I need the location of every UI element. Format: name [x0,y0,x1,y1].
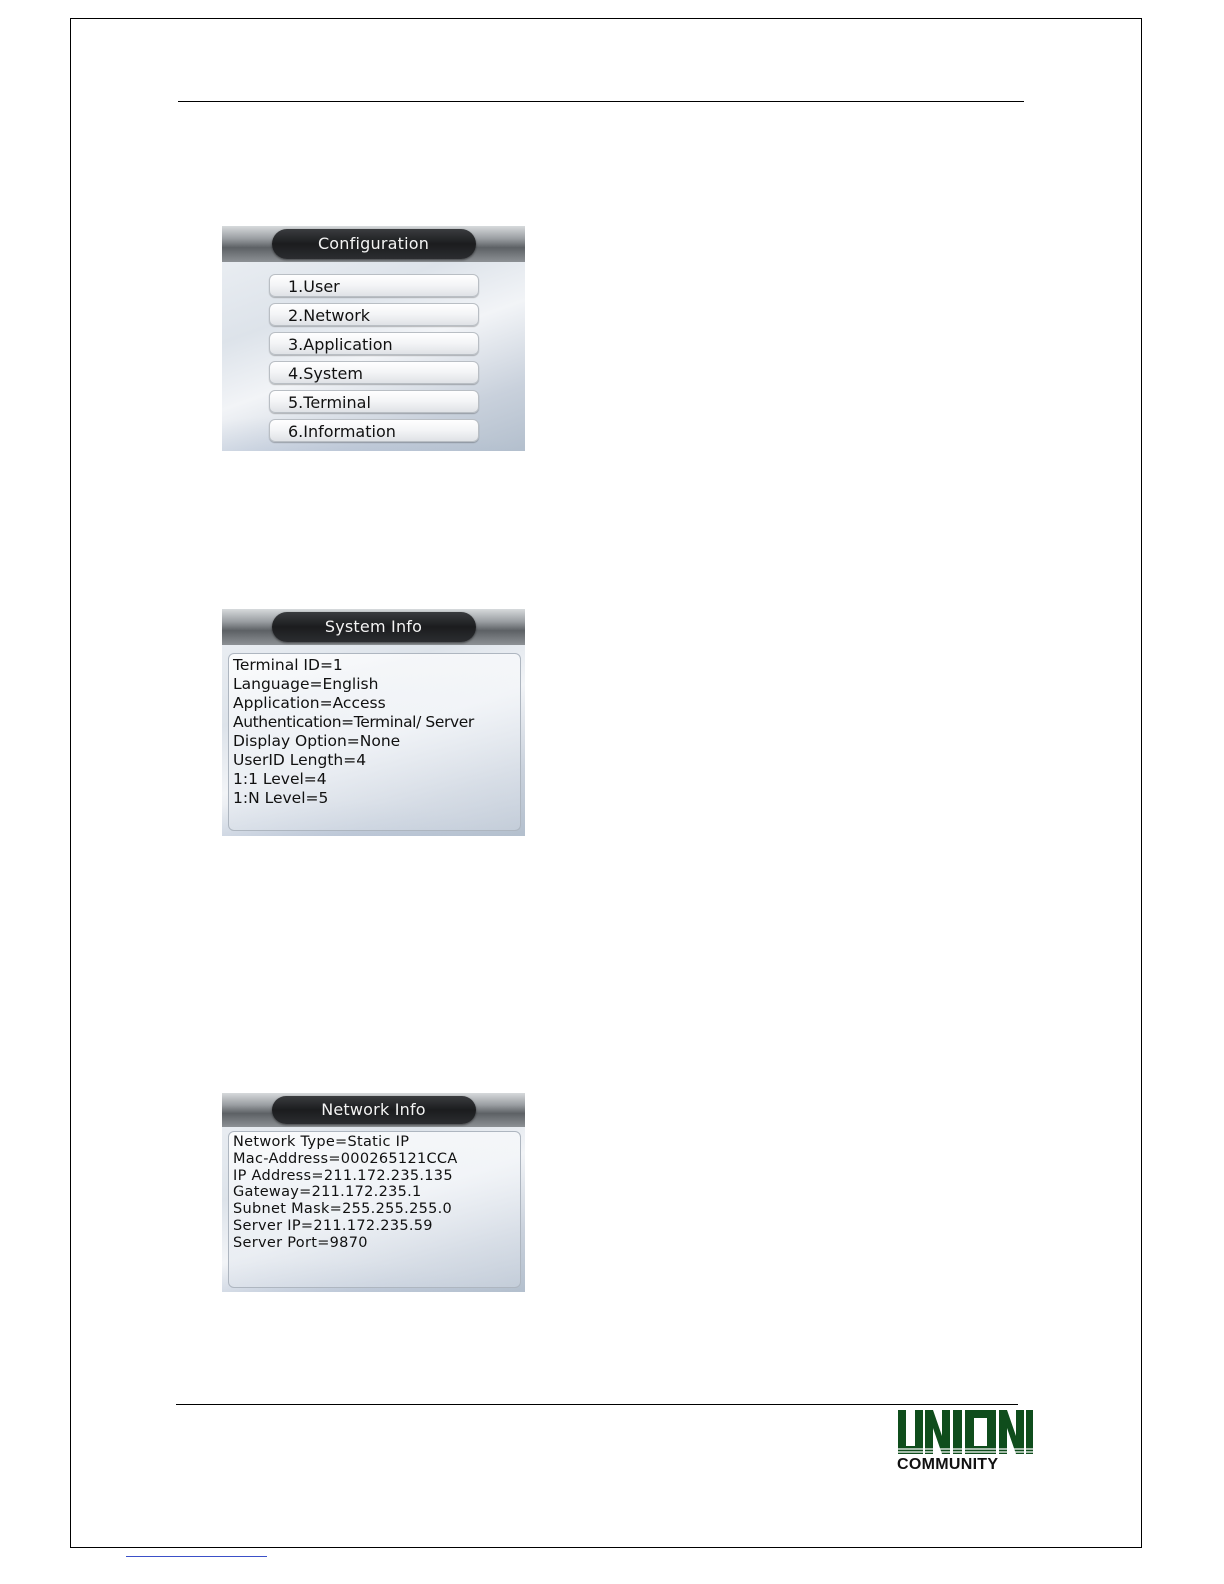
menu-item-user[interactable]: 1.User [269,274,479,297]
menu-item-information[interactable]: 6.Information [269,419,479,442]
menu-item-terminal[interactable]: 5.Terminal [269,390,479,413]
menu-item-application[interactable]: 3.Application [269,332,479,355]
info-line-server-ip: Server IP=211.172.235.59 [233,1217,433,1234]
screen-header [222,1093,525,1127]
info-line-network-type: Network Type=Static IP [233,1134,410,1150]
screen-title: Configuration [272,229,476,259]
network-info-panel [228,1131,521,1288]
system-info-screen [222,609,525,836]
union-wordmark-logo [897,1410,1034,1456]
info-line-ip-address: IP Address=211.172.235.135 [233,1167,453,1184]
screen-title: Network Info [272,1096,476,1124]
info-line-authentication: Authentication=Terminal/ Server [233,713,474,731]
header-rule [178,101,1024,102]
union-community-logo [897,1410,1034,1473]
menu-item-network[interactable]: 2.Network [269,303,479,326]
menu-item-system[interactable]: 4.System [269,361,479,384]
configuration-screen [222,226,525,451]
network-info-screen [222,1093,525,1292]
info-line-server-port: Server Port=9870 [233,1234,368,1251]
info-line-display-option: Display Option=None [233,732,401,750]
footer-rule [176,1404,1018,1405]
system-info-panel [228,653,521,831]
screen-header [222,609,525,645]
logo-subtitle: COMMUNITY [897,1456,999,1473]
screen-header [222,226,525,262]
configuration-menu [269,274,479,448]
info-line-1toN-level: 1:N Level=5 [233,789,329,807]
info-line-userid-length: UserID Length=4 [233,751,367,769]
info-line-language: Language=English [233,675,379,693]
footer-link-underline [126,1556,267,1557]
screen-title: System Info [272,612,476,642]
info-line-terminal-id: Terminal ID=1 [233,656,343,674]
info-line-application: Application=Access [233,694,386,712]
info-line-1to1-level: 1:1 Level=4 [233,770,327,788]
info-line-subnet-mask: Subnet Mask=255.255.255.0 [233,1201,453,1218]
info-line-gateway: Gateway=211.172.235.1 [233,1184,422,1201]
info-line-mac-address: Mac-Address=000265121CCA [233,1150,458,1167]
